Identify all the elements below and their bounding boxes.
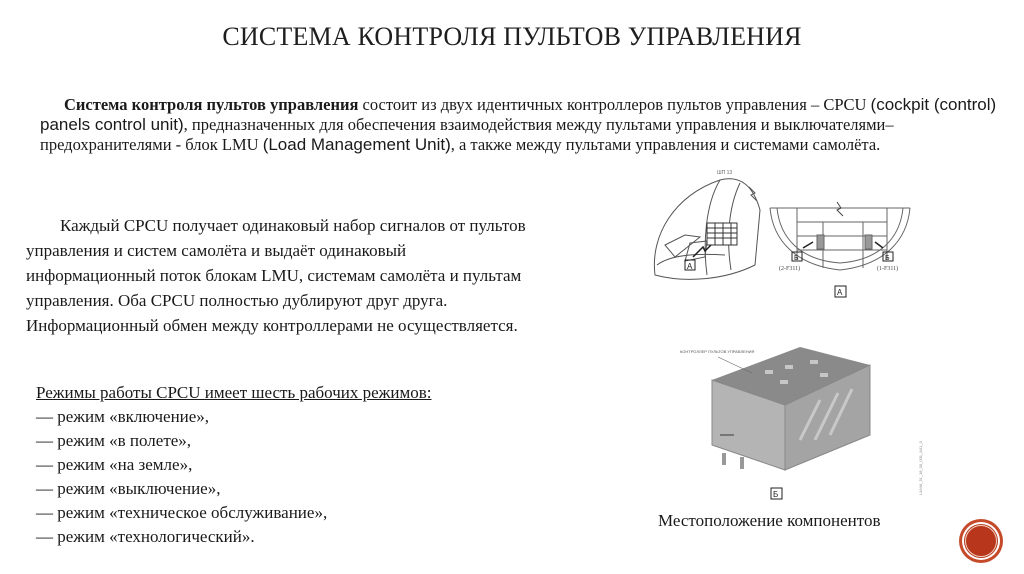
controller-unit-drawing [670,345,935,505]
intro-bold-lead: Система контроля пультов управления [64,95,359,114]
mode-item: — режим «на земле», [36,455,193,474]
mode-item: — режим «в полете», [36,431,192,450]
mode-item: — режим «техническое обслуживание», [36,503,328,522]
intro-text: , а также между пультами управления и системами самолёта. [450,135,881,154]
mode-item: — режим «технологический». [36,527,255,546]
frame-label: ШП 13 [717,170,733,176]
view-a-drawing [765,190,915,300]
slide-nav-button[interactable] [962,522,1000,560]
intro-cpcu-expansion: (cockpit (control) panels control unit) [40,95,997,134]
mode-item: — режим «выключение», [36,479,221,498]
view-a-marker: А [687,262,693,271]
view-b-marker: Б [794,255,799,262]
intro-text: , предназначенных для обеспечения взаимодействия между пультами управления и выключателями–предохранителями - блок LMU [40,115,894,154]
slide-title: СИСТЕМА КОНТРОЛЯ ПУЛЬТОВ УПРАВЛЕНИЯ [222,22,802,51]
mode-item: — режим «включение», [36,407,210,426]
modes-list [36,381,556,549]
figure-caption: Местоположение компонентов [658,511,881,530]
right-unit-ref: (1-F311) [877,266,899,272]
cockpit-location-drawing [645,165,770,285]
view-a-caption: А [837,288,843,297]
controller-callout: КОНТРОЛЛЕР ПУЛЬТОВ УПРАВЛЕНИЯ [680,349,755,354]
view-b-marker: Б [885,255,890,262]
intro-text: состоит из двух идентичных контроллеров пультов управления – CPCU [358,95,871,114]
intro-lmu-expansion: (Load Management Unit) [262,135,451,154]
drawing-code: LANM_31_18_00_001_A01_0 [918,441,923,495]
modes-heading: Режимы работы CPCU имеет шесть рабочих режимов: [36,383,432,402]
cpcu-description-text: Каждый CPCU получает одинаковый набор сигналов от пультов управления и систем самолёта и выдаёт одинаковый информационный поток блокам LMU, системам самолёта и пультам управления. Оба CPCU полностью дублируют друг друга. Информационный обмен между контроллерами не осуществляется. [26,216,526,335]
view-b-caption: Б [773,490,779,499]
intro-paragraph [40,95,1012,155]
cpcu-description [26,213,536,338]
left-unit-ref: (2-F311) [779,266,801,272]
